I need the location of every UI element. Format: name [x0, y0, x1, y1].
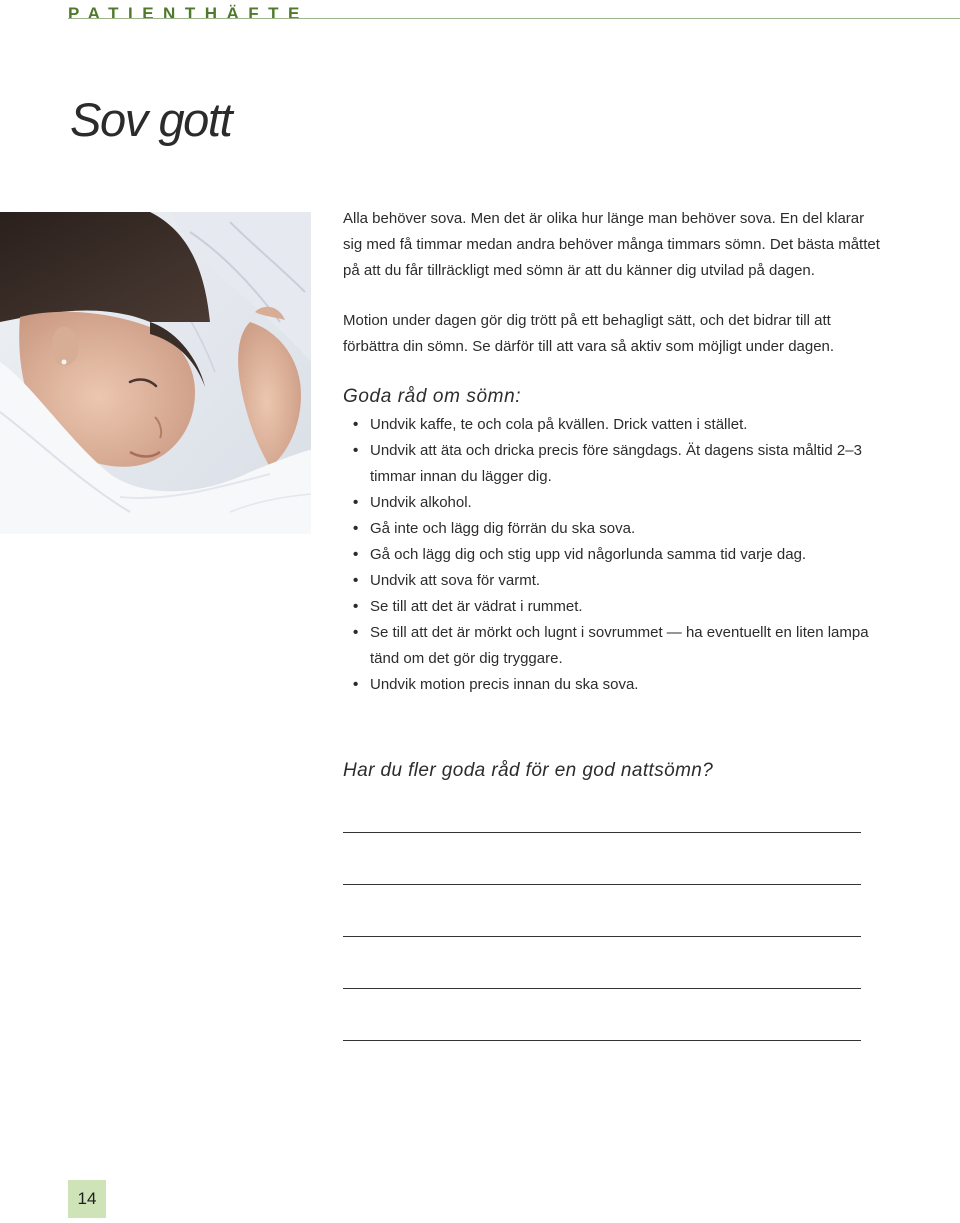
list-item-text: Undvik alkohol. [370, 494, 472, 511]
sleeping-woman-photo [0, 212, 311, 534]
list-item [343, 412, 883, 438]
bullet: • [353, 494, 359, 511]
bullet: • [353, 572, 359, 589]
answer-line[interactable] [343, 832, 861, 833]
page-title: Sov gott [70, 93, 232, 146]
list-item-text: Undvik motion precis innan du ska sova. [370, 676, 639, 693]
list-item-text: Se till att det är vädrat i rummet. [370, 598, 583, 615]
intro-paragraph-1: Alla behöver sova. Men det är olika hur länge man behöver sova. En del klarar sig med få timmar medan andra behöver många timmars sömn. Det bästa måttet på att du får tillräckligt med sömn är att du känner dig utvilad på dagen. [343, 210, 880, 279]
tips-heading: Goda råd om sömn: [343, 386, 522, 407]
bullet: • [353, 598, 359, 615]
answer-line[interactable] [343, 884, 861, 885]
list-item-text: Undvik att sova för varmt. [370, 572, 541, 589]
answer-line[interactable] [343, 988, 861, 989]
list-item [343, 516, 883, 542]
list-item [343, 594, 883, 620]
list-item [343, 672, 883, 698]
list-item-text: Gå och lägg dig och stig upp vid någorlunda samma tid varje dag. [370, 546, 807, 563]
list-item [343, 568, 883, 594]
list-item-text: Undvik att äta och dricka precis före sängdags. Ät dagens sista måltid 2–3 timmar innan du lägger dig. [370, 442, 862, 485]
intro-paragraph-2: Motion under dagen gör dig trött på ett behagligt sätt, och det bidrar till att förbättra din sömn. Se därför till att vara så aktiv som möjligt under dagen. [343, 312, 835, 355]
bullet: • [353, 416, 359, 433]
bullet: • [353, 442, 359, 459]
list-item [343, 542, 883, 568]
answer-line[interactable] [343, 936, 861, 937]
answer-line[interactable] [343, 1040, 861, 1041]
header-divider [68, 18, 960, 19]
list-item-text: Undvik kaffe, te och cola på kvällen. Drick vatten i stället. [370, 416, 748, 433]
bullet: • [353, 624, 359, 641]
bullet: • [353, 520, 359, 537]
bullet: • [353, 546, 359, 563]
list-item-text: Gå inte och lägg dig förrän du ska sova. [370, 520, 636, 537]
question-heading: Har du fler goda råd för en god nattsömn? [343, 760, 714, 781]
section-label: PATIENTHÄFTE [68, 4, 309, 23]
tips-list [343, 412, 883, 698]
list-item-text: Se till att det är mörkt och lugnt i sovrummet — ha eventuellt en liten lampa tänd om det gör dig tryggare. [370, 624, 869, 667]
list-item [343, 438, 883, 490]
page-number: 14 [68, 1180, 106, 1218]
list-item [343, 490, 883, 516]
list-item [343, 620, 883, 672]
main-content [343, 206, 883, 698]
bullet: • [353, 676, 359, 693]
